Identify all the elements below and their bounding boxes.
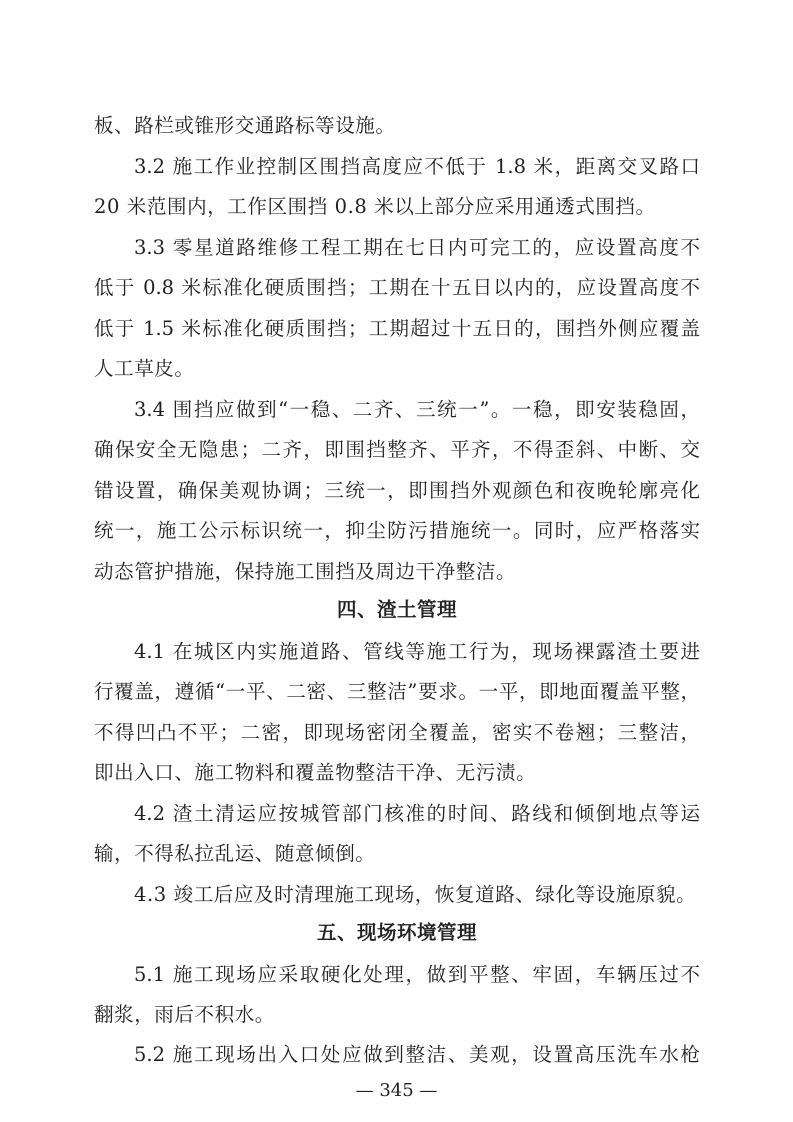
body-text-line: 5.1 施工现场应采取硬化处理，做到平整、牢固，车辆压过不 xyxy=(134,963,700,986)
body-text-line: 输，不得私拉乱运、随意倾倒。 xyxy=(94,842,376,865)
body-text-line: 即出入口、施工物料和覆盖物整洁干净、无污渍。 xyxy=(94,761,537,784)
body-text-line: 5.2 施工现场出入口处应做到整洁、美观，设置高压洗车水枪 xyxy=(134,1043,700,1066)
body-text-line: 低于 0.8 米标准化硬质围挡；工期在十五日以内的，应设置高度不 xyxy=(94,276,700,299)
body-text-line: 不得凹凸不平；二密，即现场密闭全覆盖，密实不卷翘；三整洁， xyxy=(94,721,700,744)
section-heading: 五、现场环境管理 xyxy=(316,921,477,944)
body-text-line: 错设置，确保美观协调；三统一，即围挡外观颜色和夜晚轮廓亮化 xyxy=(94,479,700,502)
body-text-line: 翻浆，雨后不积水。 xyxy=(94,1003,275,1026)
body-text-line: 4.3 竣工后应及时清理施工现场，恢复道路、绿化等设施原貌。 xyxy=(134,883,697,906)
body-text-line: 行覆盖，遵循“一平、二密、三整洁”要求。一平，即地面覆盖平整， xyxy=(94,680,700,703)
body-text-line: 20 米范围内，工作区围挡 0.8 米以上部分应采用通透式围挡。 xyxy=(94,195,656,218)
body-text-line: 3.4 围挡应做到“一稳、二齐、三统一”。一稳，即安装稳固， xyxy=(134,398,700,421)
body-text-line: 3.3 零星道路维修工程工期在七日内可完工的，应设置高度不 xyxy=(134,236,700,259)
page-number: — 345 — xyxy=(355,1080,438,1101)
body-text-line: 确保安全无隐患；二齐，即围挡整齐、平齐，不得歪斜、中断、交 xyxy=(94,438,700,461)
body-text-line: 4.2 渣土清运应按城管部门核准的时间、路线和倾倒地点等运 xyxy=(134,802,700,825)
body-text-line: 动态管护措施，保持施工围挡及周边干净整洁。 xyxy=(94,560,517,583)
body-text-line: 4.1 在城区内实施道路、管线等施工行为，现场裸露渣土要进 xyxy=(134,640,700,663)
body-text-line: 低于 1.5 米标准化硬质围挡；工期超过十五日的，围挡外侧应覆盖 xyxy=(94,317,700,340)
body-text-line: 人工草皮。 xyxy=(94,357,195,380)
section-heading: 四、渣土管理 xyxy=(336,598,457,621)
body-text-line: 3.2 施工作业控制区围挡高度应不低于 1.8 米，距离交叉路口 xyxy=(134,155,700,178)
body-text-line: 统一，施工公示标识统一，抑尘防污措施统一。同时，应严格落实 xyxy=(94,519,700,542)
body-text-line: 板、路栏或锥形交通路标等设施。 xyxy=(94,114,396,137)
